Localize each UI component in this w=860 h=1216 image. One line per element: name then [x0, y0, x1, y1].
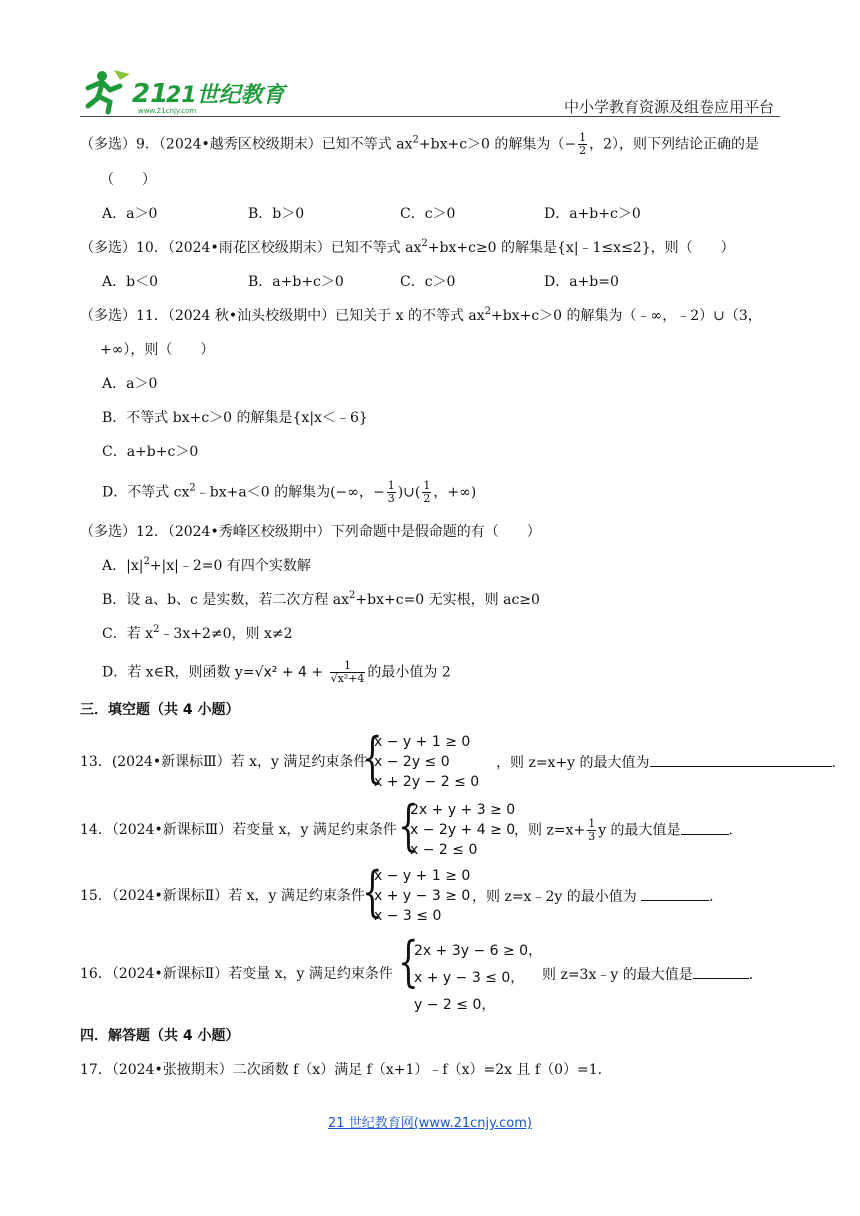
q16-constraints: 2x + 3y − 6 ≥ 0， x + y − 3 ≤ 0， y − 2 ≤ 0， — [414, 943, 543, 1013]
runner-icon — [88, 70, 130, 112]
logo-url: www.21cnjy.com — [138, 107, 197, 115]
site-logo — [80, 66, 285, 116]
q16-brace: { — [398, 930, 419, 993]
q11-option-d: D．不等式 $cx^2﹣bx+a<0$ 的解集为(−∞，− $\frac{1}{3}$ )∪( $\frac{1}{2}$ ，+∞) — [102, 479, 477, 505]
q9-fraction: $\frac{1}{2}$ — [579, 131, 587, 157]
q11-stem-cont: +∞），则（ ） — [100, 342, 215, 358]
q14-stem: 14．（2024•新课标Ⅲ）若变量 x，y 满足约束条件 — [80, 822, 397, 838]
q15-tail: ，则 z=x﹣2y 的最小值为 ． — [472, 886, 723, 907]
q9-option-d: D．a+b+c＞0 — [544, 206, 641, 222]
q13-constraints: x − y + 1 ≥ 0 x − 2y ≤ 0 x + 2y − 2 ≤ 0 — [374, 734, 480, 790]
q10-option-c: C．c＞0 — [400, 274, 456, 290]
q13-tail: ，则 z=x+y 的最大值为 ． — [496, 752, 846, 773]
q15-brace: { — [362, 860, 383, 923]
header-divider — [80, 116, 780, 117]
q10-stem: （多选）10．（2024•雨花区校级期末）已知不等式 $ax^2+bx+c\ge 0$ 的解集是{x|﹣1≤x≤2}，则（ ） — [80, 238, 735, 256]
q12-option-a: A．$|x|^2+|x|﹣2=0$ 有四个实数解 — [102, 556, 311, 574]
q16-stem: 16．（2024•新课标Ⅱ）若变量 x，y 满足约束条件 — [80, 966, 393, 982]
q16-tail: 则 z=3x﹣y 的最大值是 ． — [542, 964, 763, 985]
q12-stem: （多选）12．（2024•秀峰区校级期中）下列命题中是假命题的有（ ） — [80, 524, 541, 540]
q14-constraints: 2x + y + 3 ≥ 0 x − 2y + 4 ≥ 0 x − 2 ≤ 0 — [410, 802, 516, 858]
svg-text:21: 21 — [132, 79, 169, 109]
q15-stem: 15．（2024•新课标Ⅱ）若 x，y 满足约束条件 — [80, 888, 365, 904]
q9-option-a: A．a＞0 — [102, 206, 158, 222]
q12-option-b: B．设 a、b、c 是实数，若二次方程 $ax^2+bx+c=0$ 无实根，则 ac≥0 — [102, 590, 540, 608]
q9-paren: （ ） — [100, 172, 156, 188]
q9-option-c: C．c＞0 — [400, 206, 456, 222]
q11-stem: （多选）11．（2024 秋•汕头校级期中）已知关于 x 的不等式 $ax^2+bx+c>0$ 的解集为（﹣∞，﹣2）∪（3， — [80, 306, 762, 324]
footer-link[interactable]: 21 世纪教育网(www.21cnjy.com) — [328, 1116, 532, 1131]
q15-answer-blank — [641, 886, 709, 901]
section-4-heading: 四．解答题（共 4 小题） — [80, 1028, 240, 1044]
q14-answer-blank — [681, 820, 729, 835]
q10-option-b: B．a+b+c＞0 — [248, 274, 344, 290]
header-tagline: 中小学教育资源及组卷应用平台 — [563, 98, 774, 116]
q14-brace: { — [398, 794, 419, 857]
q15-constraints: x − y + 1 ≥ 0 x + y − 3 ≥ 0 x − 3 ≤ 0 — [374, 868, 471, 924]
q10-option-d: D．a+b=0 — [544, 274, 619, 290]
q10-option-a: A．b＜0 — [102, 274, 158, 290]
q11-option-a: A．a＞0 — [102, 376, 158, 392]
q12-option-c: C．若 $x^2﹣3x+2\ne 0$，则 x≠2 — [102, 624, 293, 642]
section-3-heading: 三．填空题（共 4 小题） — [80, 702, 240, 718]
q13-brace: { — [362, 726, 383, 789]
q16-answer-blank — [693, 964, 749, 979]
logo-text: 21世纪教育 — [166, 83, 285, 108]
q9-option-b: B．b＞0 — [248, 206, 305, 222]
q12-option-d: D．若 x∈R，则函数 y=√x² + 4 + $\frac{1}{\text{√x²+4}}$ 的最小值为 2 — [102, 659, 451, 685]
q11-option-c: C．a+b+c＞0 — [102, 444, 199, 460]
q14-tail: ，则 z=x+ $\frac{1}{3}$ y 的最大值是 ． — [514, 817, 743, 843]
q9-stem: （多选）9．（2024•越秀区校级期末）已知不等式 $ax^2+bx+c>0$ 的解集为（− $\frac{1}{2}$ ，2），则下列结论正确的是 — [80, 131, 760, 157]
q17-stem: 17．（2024•张掖期末）二次函数 f（x）满足 f（x+1）﹣f（x）=2x 且 f（0）=1． — [80, 1062, 612, 1078]
q11-option-b: B．不等式 bx+c＞0 的解集是{x|x＜﹣6} — [102, 410, 368, 426]
q13-stem: 13．(2024•新课标Ⅲ）若 x，y 满足约束条件 — [80, 754, 368, 770]
q13-answer-blank — [650, 752, 832, 767]
